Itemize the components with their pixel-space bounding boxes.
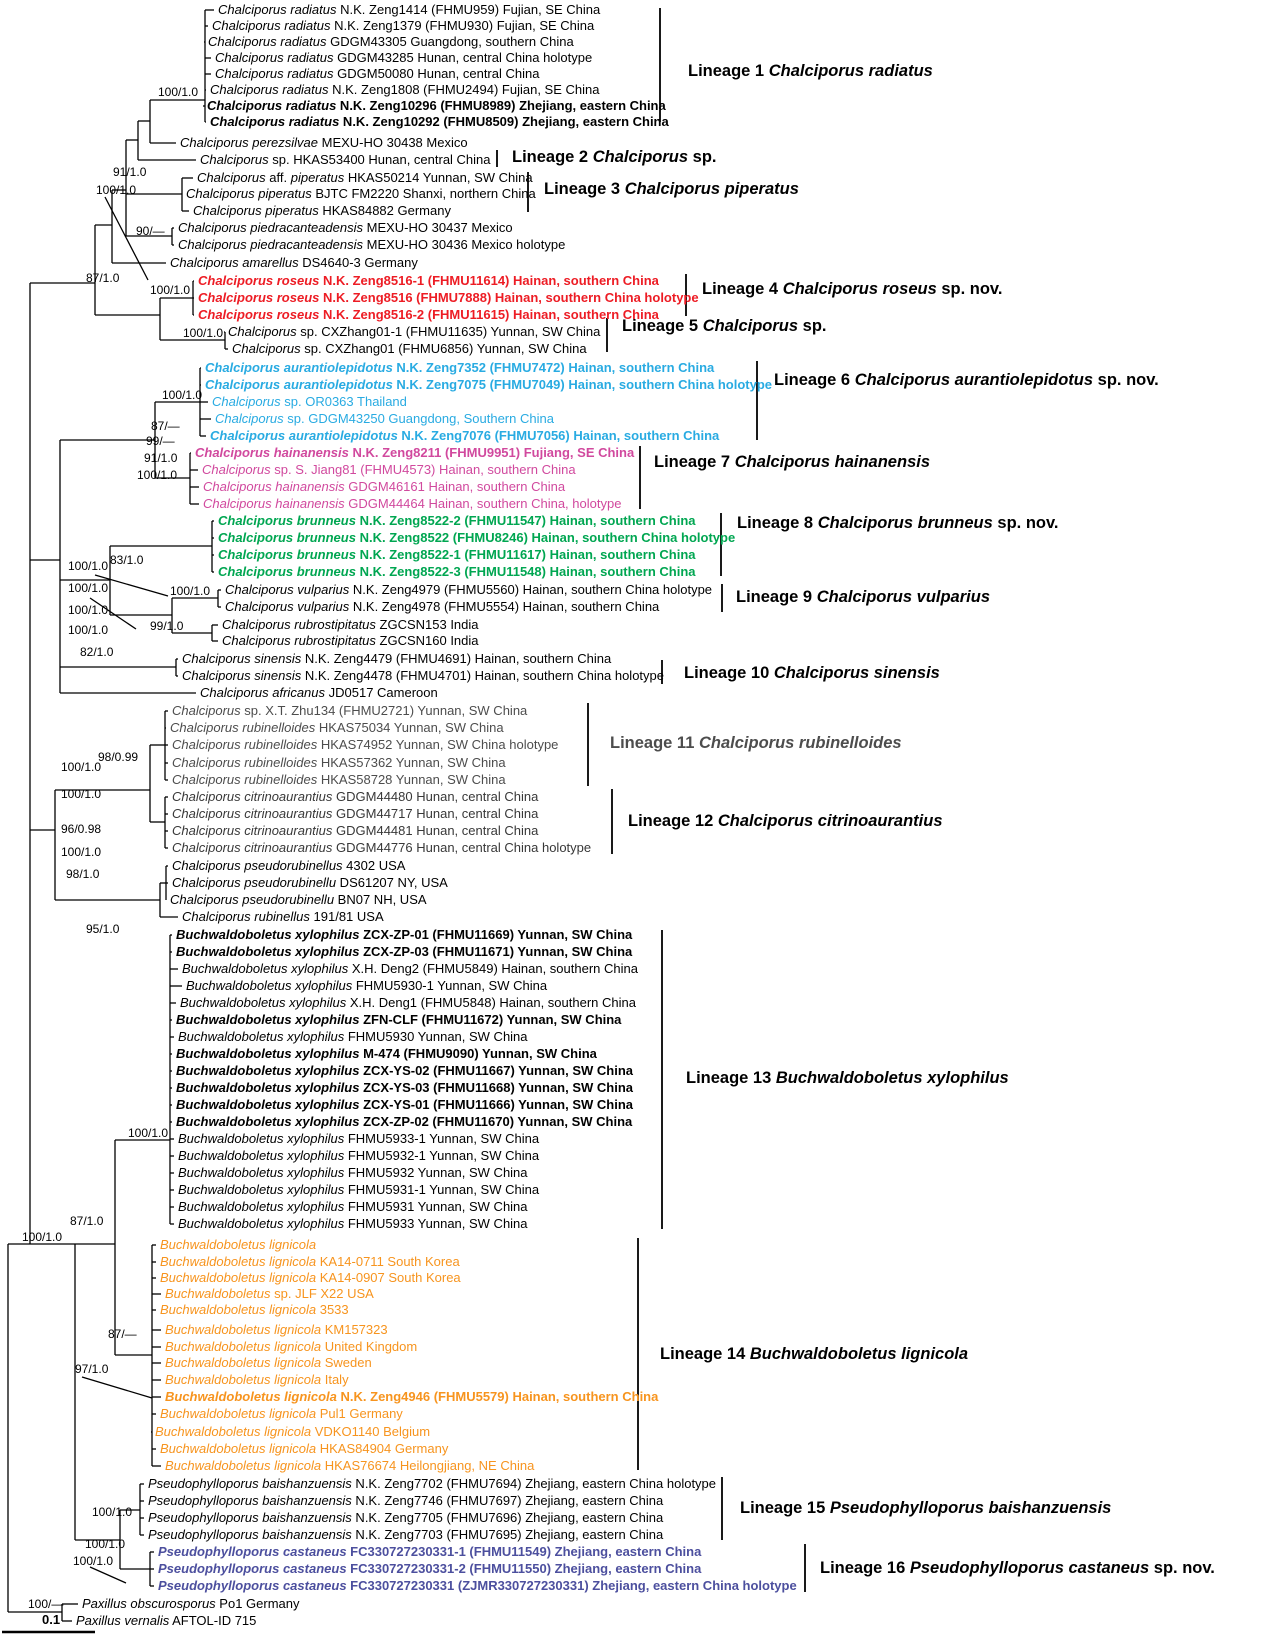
taxon-label: Chalciporus rubrostipitatus ZGCSN160 India — [222, 633, 479, 648]
support-value: 87/1.0 — [86, 271, 120, 285]
taxon-label: Buchwaldoboletus lignicola HKAS84904 Germany — [160, 1441, 449, 1456]
support-value: 100/1.0 — [128, 1126, 169, 1140]
support-value: 90/— — [136, 224, 165, 238]
taxon-label: Chalciporus radiatus GDGM43285 Hunan, central China holotype — [215, 50, 593, 65]
taxon-label: Buchwaldoboletus lignicola N.K. Zeng4946 (FHMU5579) Hainan, southern China — [165, 1389, 659, 1404]
support-value: 95/1.0 — [86, 922, 120, 936]
lineage-label: Lineage 15 Pseudophylloporus baishanzuensis — [740, 1499, 1112, 1517]
lineage-label: Lineage 9 Chalciporus vulparius — [736, 588, 990, 606]
taxon-label: Chalciporus amarellus DS4640-3 Germany — [170, 255, 418, 270]
taxon-label: Chalciporus vulparius N.K. Zeng4979 (FHMU5560) Hainan, southern China holotype — [225, 582, 713, 597]
support-value: 98/0.99 — [98, 750, 139, 764]
taxon-label: Chalciporus citrinoaurantius GDGM44480 Hunan, central China — [172, 789, 539, 804]
support-value: 100/1.0 — [68, 581, 109, 595]
taxon-label: Buchwaldoboletus lignicola HKAS76674 Heilongjiang, NE China — [165, 1458, 535, 1473]
taxon-label: Chalciporus pseudorubinellus 4302 USA — [172, 858, 406, 873]
taxon-label: Chalciporus rubinelloides HKAS57362 Yunnan, SW China — [172, 755, 506, 770]
taxon-label: Buchwaldoboletus xylophilus FHMU5932 Yunnan, SW China — [178, 1165, 528, 1180]
taxon-label: Chalciporus sp. HKAS53400 Hunan, central China — [200, 152, 491, 167]
taxon-label: Chalciporus pseudorubinellu DS61207 NY, USA — [172, 875, 448, 890]
taxon-label: Chalciporus brunneus N.K. Zeng8522 (FHMU8246) Hainan, southern China holotype — [218, 530, 736, 545]
taxon-label: Pseudophylloporus castaneus FC330727230331 (ZJMR330727230331) Zhejiang, eastern China holotype — [158, 1578, 797, 1593]
taxon-label: Buchwaldoboletus xylophilus ZCX-ZP-01 (FHMU11669) Yunnan, SW China — [176, 927, 633, 942]
support-value: 100/1.0 — [158, 85, 199, 99]
taxon-label: Buchwaldoboletus lignicola Pul1 Germany — [160, 1406, 403, 1421]
taxon-label: Buchwaldoboletus xylophilus FHMU5932-1 Yunnan, SW China — [178, 1148, 540, 1163]
lineage-label: Lineage 6 Chalciporus aurantiolepidotus sp. nov. — [774, 371, 1159, 389]
taxon-label: Buchwaldoboletus xylophilus ZCX-YS-03 (FHMU11668) Yunnan, SW China — [176, 1080, 634, 1095]
taxon-label: Buchwaldoboletus xylophilus FHMU5931-1 Yunnan, SW China — [178, 1182, 540, 1197]
taxon-label: Pseudophylloporus baishanzuensis N.K. Zeng7746 (FHMU7697) Zhejiang, eastern China — [148, 1493, 664, 1508]
taxon-label: Chalciporus radiatus N.K. Zeng1808 (FHMU2494) Fujian, SE China — [210, 82, 600, 97]
branch — [82, 1377, 152, 1398]
taxon-label: Paxillus vernalis AFTOL-ID 715 — [76, 1613, 257, 1628]
taxon-label: Buchwaldoboletus xylophilus ZCX-YS-02 (FHMU11667) Yunnan, SW China — [176, 1063, 634, 1078]
lineage-label: Lineage 11 Chalciporus rubinelloides — [610, 734, 902, 752]
taxon-label: Buchwaldoboletus xylophilus X.H. Deng1 (FHMU5848) Hainan, southern China — [180, 995, 636, 1010]
lineage-label: Lineage 2 Chalciporus sp. — [512, 148, 717, 166]
taxon-label: Buchwaldoboletus xylophilus ZCX-YS-01 (FHMU11666) Yunnan, SW China — [176, 1097, 634, 1112]
taxon-label: Pseudophylloporus baishanzuensis N.K. Zeng7705 (FHMU7696) Zhejiang, eastern China — [148, 1510, 664, 1525]
taxon-label: Chalciporus citrinoaurantius GDGM44481 Hunan, central China — [172, 823, 539, 838]
lineage-label: Lineage 4 Chalciporus roseus sp. nov. — [702, 280, 1003, 298]
lineage-label: Lineage 8 Chalciporus brunneus sp. nov. — [737, 514, 1059, 532]
taxon-label: Buchwaldoboletus lignicola — [160, 1237, 317, 1252]
support-value: 100/1.0 — [61, 760, 102, 774]
taxon-label: Chalciporus sp. GDGM43250 Guangdong, Southern China — [215, 411, 554, 426]
taxon-label: Buchwaldoboletus xylophilus ZFN-CLF (FHMU11672) Yunnan, SW China — [176, 1012, 622, 1027]
support-value: 100/1.0 — [150, 283, 191, 297]
taxon-label: Chalciporus aff. piperatus HKAS50214 Yunnan, SW China — [197, 170, 533, 185]
lineage-label: Lineage 12 Chalciporus citrinoaurantius — [628, 812, 943, 830]
support-value: 100/1.0 — [61, 845, 102, 859]
taxon-label: Chalciporus sp. S. Jiang81 (FHMU4573) Hainan, southern China — [202, 462, 576, 477]
support-value: 87/— — [151, 419, 180, 433]
taxon-label: Buchwaldoboletus lignicola Sweden — [165, 1355, 372, 1370]
taxon-label: Buchwaldoboletus xylophilus ZCX-ZP-03 (FHMU11671) Yunnan, SW China — [176, 944, 633, 959]
support-value: 100/— — [28, 1597, 64, 1611]
taxon-label: Chalciporus rubinelloides HKAS75034 Yunnan, SW China — [170, 720, 504, 735]
taxon-label: Chalciporus brunneus N.K. Zeng8522-3 (FHMU11548) Hainan, southern China — [218, 564, 696, 579]
lineage-label: Lineage 7 Chalciporus hainanensis — [654, 453, 931, 471]
taxon-label: Chalciporus rubrostipitatus ZGCSN153 India — [222, 617, 479, 632]
support-value: 83/1.0 — [110, 553, 144, 567]
support-value: 98/1.0 — [66, 867, 100, 881]
taxon-label: Buchwaldoboletus lignicola 3533 — [160, 1302, 349, 1317]
taxon-label: Chalciporus piedracanteadensis MEXU-HO 30436 Mexico holotype — [178, 237, 566, 252]
support-value: 99/1.0 — [150, 619, 184, 633]
taxon-label: Chalciporus roseus N.K. Zeng8516 (FHMU7888) Hainan, southern China holotype — [198, 290, 699, 305]
taxon-label: Chalciporus roseus N.K. Zeng8516-2 (FHMU11615) Hainan, southern China — [198, 307, 659, 322]
taxon-label: Pseudophylloporus baishanzuensis N.K. Zeng7702 (FHMU7694) Zhejiang, eastern China holotype — [148, 1476, 717, 1491]
taxon-label: Chalciporus sp. X.T. Zhu134 (FHMU2721) Yunnan, SW China — [172, 703, 528, 718]
taxon-label: Paxillus obscurosporus Po1 Germany — [82, 1596, 300, 1611]
support-value: 100/1.0 — [96, 183, 137, 197]
taxon-label: Chalciporus citrinoaurantius GDGM44776 Hunan, central China holotype — [172, 840, 592, 855]
taxon-label: Buchwaldoboletus lignicola VDKO1140 Belgium — [155, 1424, 431, 1439]
taxon-label: Chalciporus sp. CXZhang01-1 (FHMU11635) Yunnan, SW China — [228, 324, 601, 339]
taxon-label: Chalciporus roseus N.K. Zeng8516-1 (FHMU11614) Hainan, southern China — [198, 273, 659, 288]
taxon-label: Chalciporus radiatus N.K. Zeng10292 (FHMU8509) Zhejiang, eastern China — [210, 114, 669, 129]
taxon-label: Chalciporus citrinoaurantius GDGM44717 Hunan, central China — [172, 806, 539, 821]
scale-bar-label: 0.1 — [42, 1612, 61, 1627]
support-value: 97/1.0 — [75, 1362, 109, 1376]
taxon-label: Chalciporus africanus JD0517 Cameroon — [200, 685, 438, 700]
taxon-label: Pseudophylloporus castaneus FC330727230331-1 (FHMU11549) Zhejiang, eastern China — [158, 1544, 702, 1559]
taxon-label: Chalciporus pseudorubinellu BN07 NH, USA — [170, 892, 427, 907]
support-value: 99/— — [146, 434, 175, 448]
support-value: 100/1.0 — [137, 468, 178, 482]
taxon-label: Chalciporus rubinelloides HKAS74952 Yunnan, SW China holotype — [172, 737, 559, 752]
support-value: 87/— — [108, 1327, 137, 1341]
taxon-label: Chalciporus hainanensis GDGM44464 Hainan, southern China, holotype — [203, 496, 622, 511]
taxon-label: Buchwaldoboletus lignicola KA14-0907 South Korea — [160, 1270, 461, 1285]
support-value: 100/1.0 — [170, 584, 211, 598]
taxon-label: Chalciporus sinensis N.K. Zeng4478 (FHMU4701) Hainan, southern China holotype — [182, 668, 664, 683]
taxon-label: Buchwaldoboletus xylophilus FHMU5931 Yunnan, SW China — [178, 1199, 528, 1214]
taxon-label: Buchwaldoboletus lignicola United Kingdom — [165, 1339, 418, 1354]
taxon-label: Chalciporus rubinellus 191/81 USA — [182, 909, 384, 924]
support-value: 100/1.0 — [68, 603, 109, 617]
taxon-label: Chalciporus perezsilvae MEXU-HO 30438 Mexico — [180, 135, 468, 150]
taxon-label: Chalciporus aurantiolepidotus N.K. Zeng7352 (FHMU7472) Hainan, southern China — [205, 360, 715, 375]
taxon-label: Chalciporus radiatus N.K. Zeng1379 (FHMU930) Fujian, SE China — [212, 18, 595, 33]
support-value: 100/1.0 — [68, 559, 109, 573]
taxon-label: Chalciporus rubinelloides HKAS58728 Yunnan, SW China — [172, 772, 506, 787]
taxon-label: Chalciporus sp. CXZhang01 (FHMU6856) Yunnan, SW China — [232, 341, 587, 356]
lineage-label: Lineage 5 Chalciporus sp. — [622, 317, 827, 335]
support-value: 87/1.0 — [70, 1214, 104, 1228]
taxon-label: Buchwaldoboletus sp. JLF X22 USA — [165, 1286, 374, 1301]
taxon-label: Buchwaldoboletus lignicola KM157323 — [165, 1322, 388, 1337]
taxon-label: Buchwaldoboletus xylophilus FHMU5933 Yunnan, SW China — [178, 1216, 528, 1231]
taxon-label: Chalciporus sp. OR0363 Thailand — [212, 394, 407, 409]
lineage-label: Lineage 3 Chalciporus piperatus — [544, 180, 799, 198]
lineage-label: Lineage 10 Chalciporus sinensis — [684, 664, 940, 682]
taxon-label: Pseudophylloporus baishanzuensis N.K. Zeng7703 (FHMU7695) Zhejiang, eastern China — [148, 1527, 664, 1542]
taxon-label: Chalciporus brunneus N.K. Zeng8522-2 (FHMU11547) Hainan, southern China — [218, 513, 696, 528]
taxon-label: Chalciporus radiatus N.K. Zeng1414 (FHMU959) Fujian, SE China — [218, 2, 601, 17]
taxon-label: Buchwaldoboletus xylophilus FHMU5930 Yunnan, SW China — [178, 1029, 528, 1044]
taxon-label: Chalciporus radiatus N.K. Zeng10296 (FHMU8989) Zhejiang, eastern China — [207, 98, 666, 113]
lineage-label: Lineage 14 Buchwaldoboletus lignicola — [660, 1345, 969, 1363]
taxon-label: Buchwaldoboletus xylophilus ZCX-ZP-02 (FHMU11670) Yunnan, SW China — [176, 1114, 633, 1129]
support-value: 100/1.0 — [162, 388, 203, 402]
support-value: 100/1.0 — [68, 623, 109, 637]
taxon-label: Buchwaldoboletus xylophilus M-474 (FHMU9090) Yunnan, SW China — [176, 1046, 597, 1061]
taxon-label: Chalciporus aurantiolepidotus N.K. Zeng7075 (FHMU7049) Hainan, southern China holotype — [205, 377, 773, 392]
lineage-label: Lineage 16 Pseudophylloporus castaneus sp. nov. — [820, 1559, 1215, 1577]
taxon-label: Chalciporus brunneus N.K. Zeng8522-1 (FHMU11617) Hainan, southern China — [218, 547, 696, 562]
taxon-label: Chalciporus piperatus BJTC FM2220 Shanxi, northern China — [186, 186, 536, 201]
lineage-label: Lineage 1 Chalciporus radiatus — [688, 62, 933, 80]
taxon-label: Buchwaldoboletus xylophilus X.H. Deng2 (FHMU5849) Hainan, southern China — [182, 961, 638, 976]
taxon-label: Chalciporus piedracanteadensis MEXU-HO 30437 Mexico — [178, 220, 513, 235]
support-value: 82/1.0 — [80, 645, 114, 659]
support-value: 100/1.0 — [73, 1554, 114, 1568]
taxon-label: Chalciporus aurantiolepidotus N.K. Zeng7076 (FHMU7056) Hainan, southern China — [210, 428, 720, 443]
support-value: 100/1.0 — [85, 1537, 126, 1551]
taxon-label: Chalciporus sinensis N.K. Zeng4479 (FHMU4691) Hainan, southern China — [182, 651, 612, 666]
taxon-label: Chalciporus piperatus HKAS84882 Germany — [193, 203, 451, 218]
support-value: 96/0.98 — [61, 822, 102, 836]
support-value: 100/1.0 — [61, 787, 102, 801]
taxon-label: Chalciporus vulparius N.K. Zeng4978 (FHMU5554) Hainan, southern China — [225, 599, 660, 614]
support-value: 100/1.0 — [22, 1230, 63, 1244]
support-value: 91/1.0 — [144, 451, 178, 465]
taxon-label: Buchwaldoboletus xylophilus FHMU5933-1 Yunnan, SW China — [178, 1131, 540, 1146]
taxon-label: Chalciporus hainanensis N.K. Zeng8211 (FHMU9951) Fujiang, SE China — [195, 445, 635, 460]
taxon-label: Chalciporus radiatus GDGM43305 Guangdong, southern China — [208, 34, 574, 49]
taxon-label: Chalciporus radiatus GDGM50080 Hunan, central China — [215, 66, 540, 81]
taxon-label: Buchwaldoboletus xylophilus FHMU5930-1 Yunnan, SW China — [186, 978, 548, 993]
taxon-label: Buchwaldoboletus lignicola KA14-0711 South Korea — [160, 1254, 460, 1269]
taxon-label: Buchwaldoboletus lignicola Italy — [165, 1372, 349, 1387]
support-value: 100/1.0 — [92, 1505, 133, 1519]
taxon-label: Pseudophylloporus castaneus FC330727230331-2 (FHMU11550) Zhejiang, eastern China — [158, 1561, 702, 1576]
support-value: 91/1.0 — [113, 165, 147, 179]
taxon-label: Chalciporus hainanensis GDGM46161 Hainan, southern China — [203, 479, 566, 494]
support-value: 100/1.0 — [183, 326, 224, 340]
lineage-label: Lineage 13 Buchwaldoboletus xylophilus — [686, 1069, 1009, 1087]
